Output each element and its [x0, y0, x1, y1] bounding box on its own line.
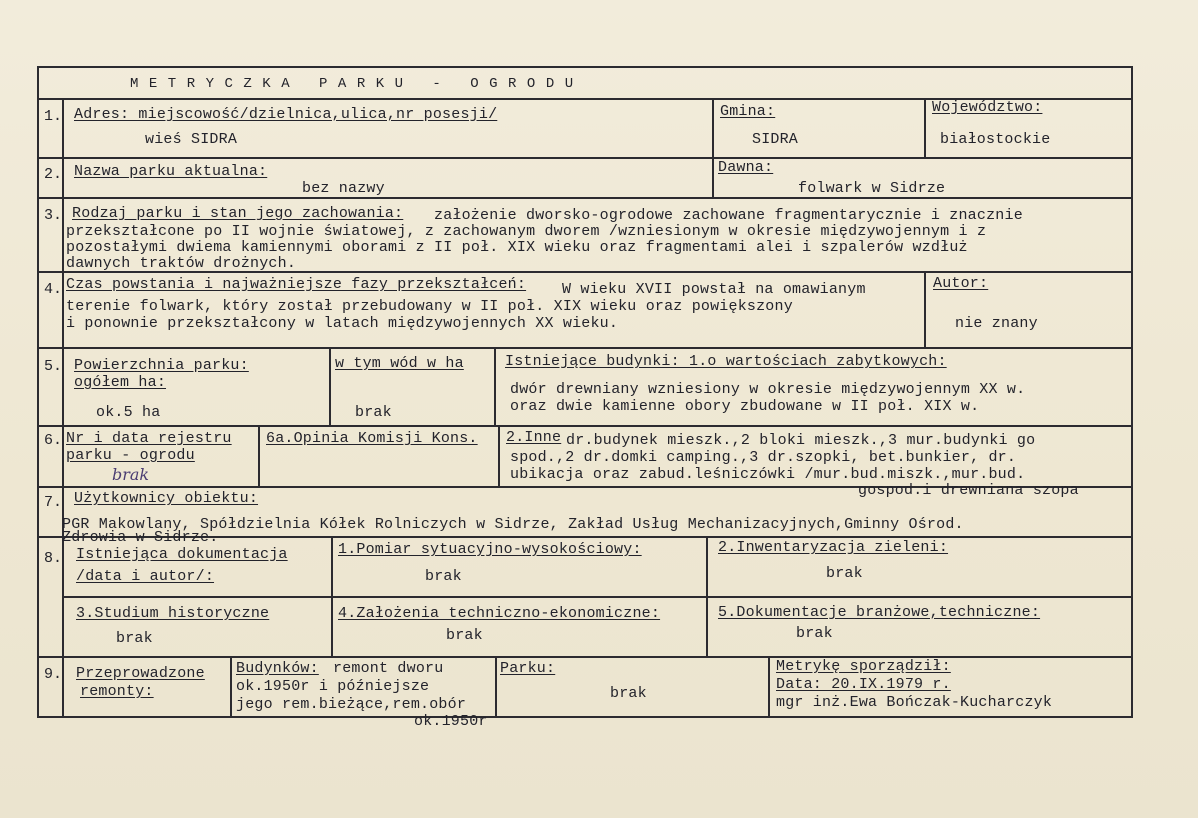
park-type-text: założenie dworsko-ogrodowe zachowane fragmentarycznie i znacznie — [434, 207, 1023, 224]
park-name-value: bez nazwy — [302, 180, 385, 197]
buildings-text: dwór drewniany wzniesiony w okresie międzywojennym XX w. — [510, 381, 1026, 398]
greenery-inventory-value: brak — [826, 565, 863, 582]
technical-assumptions-label: 4.Założenia techniczno-ekonomiczne: — [338, 605, 661, 622]
column-divider — [329, 347, 331, 425]
buildings-renovation-text: remont dworu — [333, 660, 444, 677]
buildings-label: Istniejące budynki: 1.o wartościach zabytkowych: — [505, 353, 947, 370]
users-text: PGR Makowlany, Spółdzielnia Kółek Rolniczych w Sidrze, Zakład Usług Mechanizacyjnych,Gminny Ośrod. — [62, 516, 964, 533]
prepared-date: Data: 20.IX.1979 r. — [776, 676, 951, 693]
former-name-value: folwark w Sidrze — [798, 180, 946, 197]
column-divider — [230, 656, 232, 718]
renovations-label: Przeprowadzone — [76, 665, 205, 682]
history-text: i ponownie przekształcony w latach międzywojennych XX wieku. — [66, 315, 619, 332]
buildings-renovation-text: ok.1950r — [414, 713, 488, 730]
section-number: 1. — [44, 108, 63, 125]
park-type-text: przekształcone po II wojnie światowej, z zachowanym dworem /wzniesionym w okresie międzywojennym i z — [66, 223, 987, 240]
buildings-text: oraz dwie kamienne obory zbudowane w II poł. XIX w. — [510, 398, 980, 415]
section-number: 6. — [44, 432, 63, 449]
park-renovation-value: brak — [610, 685, 647, 702]
column-divider — [924, 98, 926, 157]
author-value: nie znany — [955, 315, 1038, 332]
wojewodztwo-label: Województwo: — [932, 99, 1043, 116]
area-label: Powierzchnia parku: — [74, 357, 249, 374]
users-text: Zdrowia w Sidrze. — [62, 529, 219, 546]
author-label: Autor: — [933, 275, 989, 292]
historical-study-value: brak — [116, 630, 153, 647]
branch-documentation-label: 5.Dokumentacje branżowe,techniczne: — [718, 604, 1041, 621]
survey-label: 1.Pomiar sytuacyjno-wysokościowy: — [338, 541, 642, 558]
history-label: Czas powstania i najważniejsze fazy przekształceń: — [66, 276, 527, 293]
water-label: w tym wód w ha — [335, 355, 464, 372]
users-label: Użytkownicy obiektu: — [74, 490, 259, 507]
section-number: 3. — [44, 207, 63, 224]
other-buildings-text: ubikacja oraz zabud.leśniczówki /mur.bud.miszk.,mur.bud. — [510, 466, 1026, 483]
column-divider — [712, 98, 714, 197]
section-number: 7. — [44, 494, 63, 511]
row-divider — [37, 157, 1133, 159]
column-divider — [706, 536, 708, 656]
row-divider — [62, 596, 1133, 598]
former-name-label: Dawna: — [718, 159, 774, 176]
documentation-label: /data i autor/: — [76, 568, 215, 585]
buildings-renovation-text: ok.1950r i późniejsze — [236, 678, 430, 695]
form-title: METRYCZKA PARKU - OGRODU — [130, 76, 584, 92]
renovations-label: remonty: — [80, 683, 154, 700]
row-divider — [37, 425, 1133, 427]
registry-label: parku - ogrodu — [66, 447, 195, 464]
section-number: 9. — [44, 666, 63, 683]
registry-label: Nr i data rejestru — [66, 430, 232, 447]
other-buildings-text: spod.,2 dr.domki camping.,3 dr.szopki, bet.bunkier, dr. — [510, 449, 1017, 466]
column-divider — [768, 656, 770, 718]
prepared-by-label: Metrykę sporządził: — [776, 658, 951, 675]
park-renovation-label: Parku: — [500, 660, 556, 677]
section-number: 4. — [44, 281, 63, 298]
column-divider — [62, 98, 64, 718]
buildings-renovation-text: jego rem.bieżące,rem.obór — [236, 696, 467, 713]
column-divider — [498, 425, 500, 486]
column-divider — [924, 271, 926, 347]
row-divider — [37, 656, 1133, 658]
gmina-label: Gmina: — [720, 103, 776, 120]
other-buildings-text: gospod.i drewniana szopa — [858, 482, 1079, 499]
history-text: terenie folwark, który został przebudowany w II poł. XIX wieku oraz powiększony — [66, 298, 793, 315]
branch-documentation-value: brak — [796, 625, 833, 642]
area-value: ok.5 ha — [96, 404, 161, 421]
greenery-inventory-label: 2.Inwentaryzacja zieleni: — [718, 539, 949, 556]
gmina-value: SIDRA — [752, 131, 799, 148]
conservation-opinion-label: 6a.Opinia Komisji Kons. — [266, 430, 478, 447]
column-divider — [495, 656, 497, 718]
other-buildings-text: dr.budynek mieszk.,2 bloki mieszk.,3 mur.budynki go — [566, 432, 1036, 449]
water-value: brak — [355, 404, 392, 421]
wojewodztwo-value: białostockie — [940, 131, 1051, 148]
historical-study-label: 3.Studium historyczne — [76, 605, 270, 622]
documentation-label: Istniejąca dokumentacja — [76, 546, 288, 563]
address-value: wieś SIDRA — [145, 131, 238, 148]
park-type-text: pozostałymi dwiema kamiennymi oborami z II poł. XIX wieku oraz fragmentami alei i szpalerów wzdłuż — [66, 239, 968, 256]
column-divider — [331, 536, 333, 656]
section-number: 8. — [44, 550, 63, 567]
buildings-renovation-label: Budynków: — [236, 660, 319, 677]
column-divider — [258, 425, 260, 486]
technical-assumptions-value: brak — [446, 627, 483, 644]
registry-value: brak — [112, 465, 150, 484]
prepared-author: mgr inż.Ewa Bończak-Kucharczyk — [776, 694, 1053, 711]
other-buildings-label: 2.Inne — [506, 429, 562, 446]
section-number: 2. — [44, 166, 63, 183]
park-type-text: dawnych traktów drożnych. — [66, 255, 297, 272]
address-label: Adres: miejscowość/dzielnica,ulica,nr posesji/ — [74, 106, 498, 123]
column-divider — [494, 347, 496, 425]
section-number: 5. — [44, 358, 63, 375]
history-text: W wieku XVII powstał na omawianym — [562, 281, 866, 298]
survey-value: brak — [425, 568, 462, 585]
park-name-label: Nazwa parku aktualna: — [74, 163, 268, 180]
park-type-label: Rodzaj parku i stan jego zachowania: — [72, 205, 404, 222]
row-divider — [37, 197, 1133, 199]
area-total-label: ogółem ha: — [74, 374, 167, 391]
row-divider — [37, 347, 1133, 349]
